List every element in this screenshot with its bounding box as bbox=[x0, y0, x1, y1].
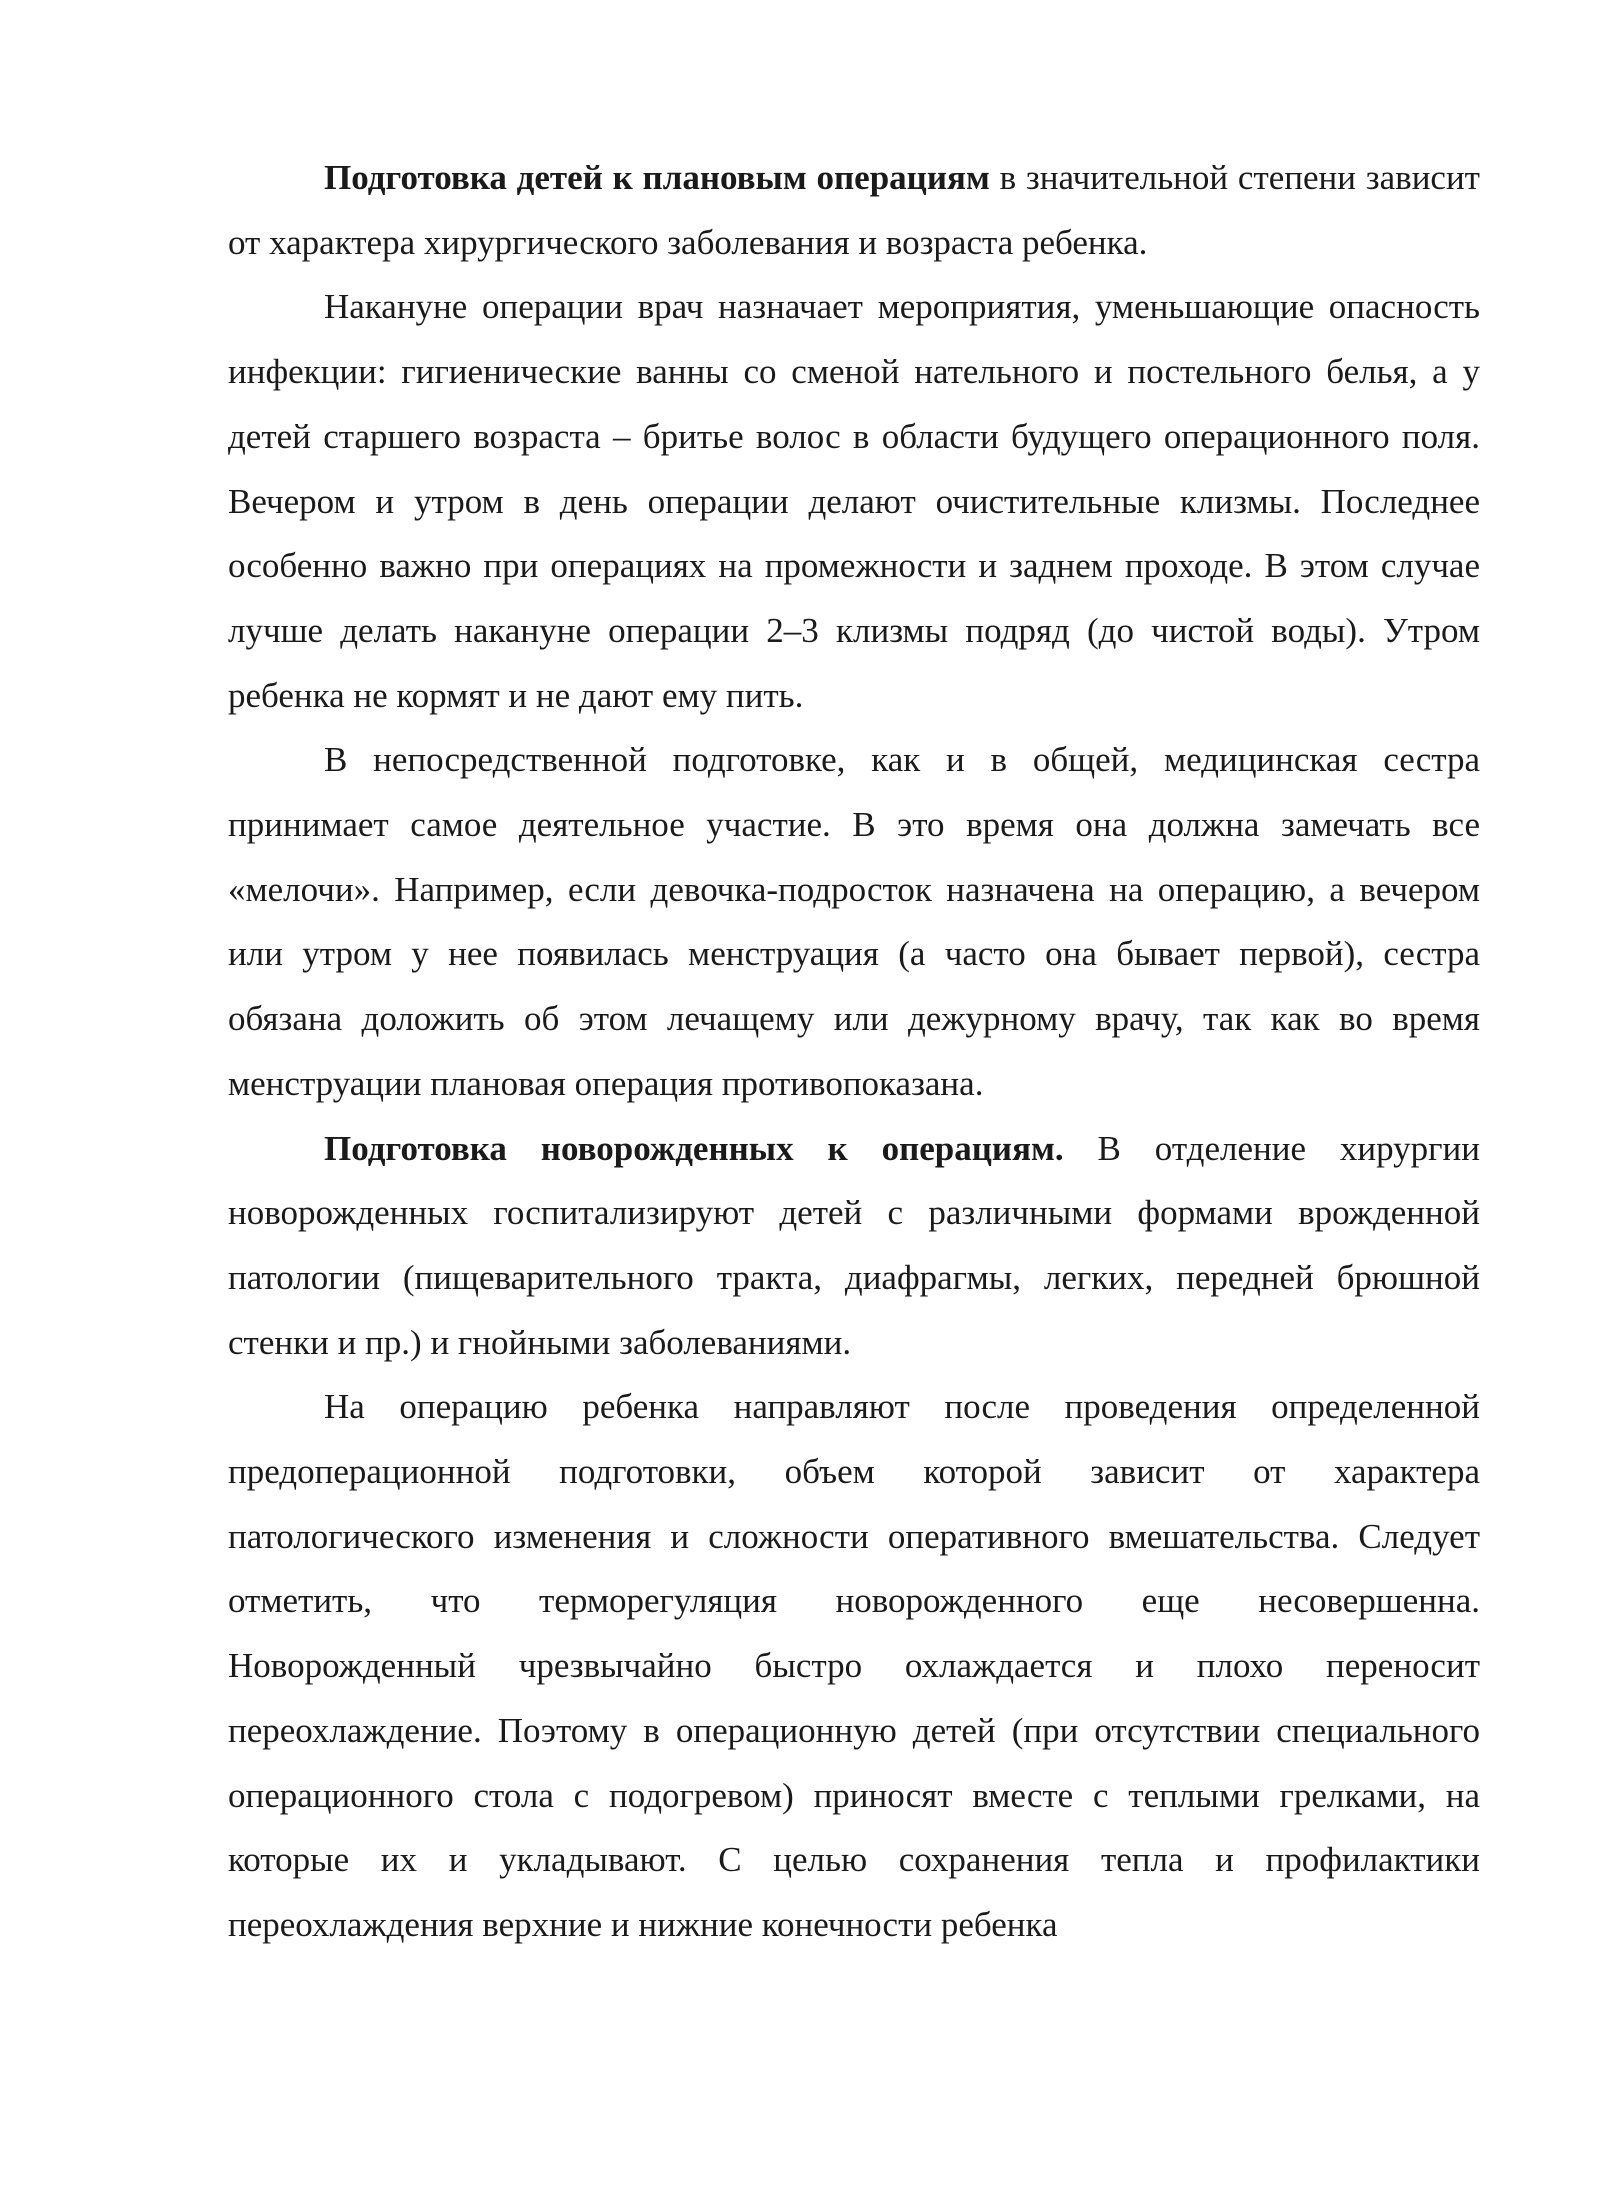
paragraph-newborn-prep bbox=[228, 1117, 1480, 1376]
paragraph-heading: Подготовка новорожденных к операциям. bbox=[324, 1128, 1064, 1168]
paragraph-planned-surgery-prep bbox=[228, 146, 1480, 275]
paragraph-heading: Подготовка детей к плановым операциям bbox=[324, 158, 990, 197]
paragraph-nurse-role bbox=[228, 728, 1480, 1116]
paragraph-text: На операцию ребенка направляют после проведения определенной предоперационной подготовки, объем которой зависит от характера патологического изменения и сложности оперативного вмешательства. Следует отметить, что терморегуляция новорожденного еще несовершенна. Новорожденный чрезвычайно быстро охлаждается и плохо переносит переохлаждение. Поэтому в операционную детей (при отсутствии специального операционного стола с подогревом) приносят вместе с теплыми грелками, на которые их и укладывают. С целью сохранения тепла и профилактики переохлаждения верхние и нижние конечности ребенка bbox=[228, 1387, 1480, 1944]
paragraph-text: В отделение хирургии новорожденных госпитализируют детей с различными формами врожденной патологии (пищеварительного тракта, диафрагмы, легких, передней брюшной стенки и пр.) и гнойными заболеваниями. bbox=[228, 1128, 1480, 1362]
document-page bbox=[228, 146, 1480, 1958]
paragraph-thermoregulation bbox=[228, 1375, 1480, 1957]
paragraph-text: в значительной степени зависит от характера хирургического заболевания и возраста ребенка. bbox=[228, 158, 1480, 262]
paragraph-text: В непосредственной подготовке, как и в общей, медицинская сестра принимает самое деятельное участие. В это время она должна замечать все «мелочи». Например, если девочка-подросток назначена на операцию, а вечером или утром у нее появилась менструация (а часто она бывает первой), сестра обязана доложить об этом лечащему или дежурному врачу, так как во время менструации плановая операция противопоказана. bbox=[228, 740, 1480, 1103]
paragraph-eve-of-surgery bbox=[228, 275, 1480, 728]
paragraph-text: Накануне операции врач назначает мероприятия, уменьшающие опасность инфекции: гигиенические ванны со сменой нательного и постельного белья, а у детей старшего возраста – бритье волос в области будущего операционного поля. Вечером и утром в день операции делают очистительные клизмы. Последнее особенно важно при операциях на промежности и заднем проходе. В этом случае лучше делать накануне операции 2–3 клизмы подряд (до чистой воды). Утром ребенка не кормят и не дают ему пить. bbox=[228, 287, 1480, 715]
